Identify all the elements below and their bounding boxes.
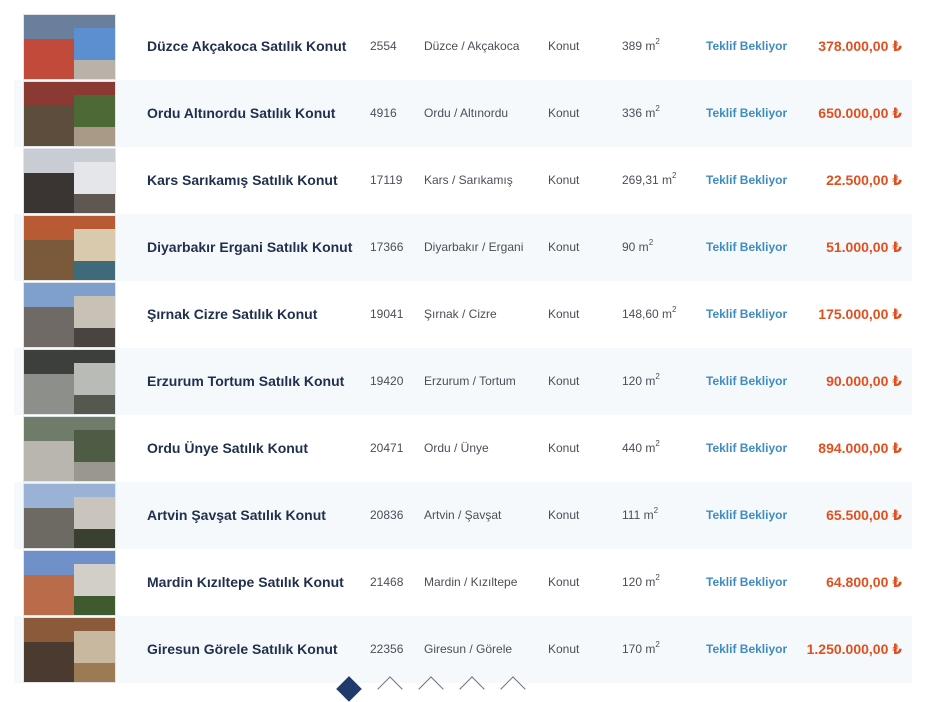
listing-thumbnail[interactable]: [23, 483, 116, 549]
listing-row[interactable]: [14, 80, 912, 147]
listing-location: Giresun / Görele: [424, 642, 513, 656]
listing-id: 20836: [370, 508, 404, 522]
listing-id: 17366: [370, 240, 404, 254]
listing-price: 22.500,00 ₺: [826, 172, 902, 188]
listing-area: [622, 348, 660, 415]
page-dot[interactable]: [418, 676, 443, 701]
listing-thumbnail[interactable]: [23, 81, 116, 147]
listing-title[interactable]: Giresun Görele Satılık Konut: [147, 641, 338, 657]
square-superscript: 2: [655, 573, 660, 582]
listing-price: 175.000,00 ₺: [818, 306, 902, 322]
listing-row[interactable]: [14, 482, 912, 549]
listing-location: Diyarbakır / Ergani: [424, 240, 524, 254]
listing-status[interactable]: Teklif Bekliyor: [706, 173, 788, 187]
listing-area-value: 336 m: [622, 106, 656, 120]
listing-type: Konut: [548, 39, 580, 53]
square-superscript: 2: [672, 305, 677, 314]
square-superscript: 2: [655, 37, 660, 46]
listing-title[interactable]: Artvin Şavşat Satılık Konut: [147, 507, 326, 523]
listing-area-value: 389 m: [622, 39, 656, 53]
listing-status[interactable]: Teklif Bekliyor: [706, 39, 788, 53]
listing-area-value: 120 m: [622, 374, 656, 388]
listing-thumbnail[interactable]: [23, 148, 116, 214]
listing-thumbnail[interactable]: [23, 416, 116, 482]
listing-thumbnail[interactable]: [23, 617, 116, 683]
listing-title[interactable]: Mardin Kızıltepe Satılık Konut: [147, 574, 344, 590]
listing-price: 51.000,00 ₺: [826, 239, 902, 255]
listing-location: Mardin / Kızıltepe: [424, 575, 518, 589]
listing-type: Konut: [548, 374, 580, 388]
listing-area-value: 269,31 m: [622, 173, 673, 187]
listing-status[interactable]: Teklif Bekliyor: [706, 106, 788, 120]
listing-title[interactable]: Ordu Altınordu Satılık Konut: [147, 105, 336, 121]
listing-location: Ordu / Altınordu: [424, 106, 509, 120]
listing-area: [622, 80, 660, 147]
listing-id: 4916: [370, 106, 397, 120]
listing-thumbnail[interactable]: [23, 282, 116, 348]
listing-thumbnail[interactable]: [23, 550, 116, 616]
listing-area: [622, 482, 658, 549]
listing-price: 378.000,00 ₺: [818, 38, 902, 54]
listing-location: Düzce / Akçakoca: [424, 39, 520, 53]
listing-row[interactable]: [14, 281, 912, 348]
listing-id: 20471: [370, 441, 404, 455]
listing-title[interactable]: Şırnak Cizre Satılık Konut: [147, 306, 318, 322]
listing-location: Artvin / Şavşat: [424, 508, 502, 522]
listing-id: 22356: [370, 642, 404, 656]
listing-id: 19420: [370, 374, 404, 388]
listing-area: [622, 13, 660, 80]
square-superscript: 2: [655, 372, 660, 381]
listing-row[interactable]: [14, 616, 912, 683]
square-superscript: 2: [672, 171, 677, 180]
listing-location: Ordu / Ünye: [424, 441, 489, 455]
listing-price: 650.000,00 ₺: [818, 105, 902, 121]
page-dot[interactable]: [377, 676, 402, 701]
listing-row[interactable]: [14, 147, 912, 214]
listing-type: Konut: [548, 307, 580, 321]
listing-type: Konut: [548, 575, 580, 589]
listing-status[interactable]: Teklif Bekliyor: [706, 374, 788, 388]
listing-area: [622, 549, 660, 616]
listing-row[interactable]: [14, 13, 912, 80]
square-superscript: 2: [655, 104, 660, 113]
listing-location: Kars / Sarıkamış: [424, 173, 513, 187]
listing-row[interactable]: [14, 214, 912, 281]
listing-title[interactable]: Diyarbakır Ergani Satılık Konut: [147, 239, 353, 255]
listing-area-value: 170 m: [622, 642, 656, 656]
listing-location: Erzurum / Tortum: [424, 374, 516, 388]
listing-area-value: 148,60 m: [622, 307, 673, 321]
listing-thumbnail[interactable]: [23, 349, 116, 415]
listing-status[interactable]: Teklif Bekliyor: [706, 508, 788, 522]
listing-id: 21468: [370, 575, 404, 589]
listing-price: 64.800,00 ₺: [826, 574, 902, 590]
listing-status[interactable]: Teklif Bekliyor: [706, 642, 788, 656]
listing-status[interactable]: Teklif Bekliyor: [706, 441, 788, 455]
listing-status[interactable]: Teklif Bekliyor: [706, 240, 788, 254]
listing-type: Konut: [548, 106, 580, 120]
listing-id: 17119: [370, 173, 403, 187]
listing-id: 19041: [370, 307, 404, 321]
listing-thumbnail[interactable]: [23, 14, 116, 80]
listing-thumbnail[interactable]: [23, 215, 116, 281]
listing-title[interactable]: Ordu Ünye Satılık Konut: [147, 440, 309, 456]
listing-area: [622, 415, 660, 482]
listing-type: Konut: [548, 240, 580, 254]
listing-status[interactable]: Teklif Bekliyor: [706, 307, 788, 321]
listing-area: [622, 214, 653, 281]
listing-price: 65.500,00 ₺: [826, 507, 902, 523]
listing-row[interactable]: [14, 415, 912, 482]
listing-id: 2554: [370, 39, 397, 53]
listing-area-value: 120 m: [622, 575, 656, 589]
page-dot[interactable]: [500, 676, 525, 701]
listing-area-value: 90 m: [622, 240, 649, 254]
listing-price: 90.000,00 ₺: [826, 373, 902, 389]
square-superscript: 2: [655, 640, 660, 649]
listing-title[interactable]: Erzurum Tortum Satılık Konut: [147, 373, 345, 389]
listing-row[interactable]: [14, 348, 912, 415]
listing-title[interactable]: Düzce Akçakoca Satılık Konut: [147, 38, 347, 54]
listing-type: Konut: [548, 173, 580, 187]
square-superscript: 2: [655, 439, 660, 448]
listing-area-value: 111 m: [622, 508, 654, 522]
listing-type: Konut: [548, 642, 580, 656]
listing-area: [622, 147, 677, 214]
square-superscript: 2: [648, 238, 654, 247]
listing-row[interactable]: [14, 549, 912, 616]
listing-area: [622, 281, 677, 348]
listing-area: [622, 616, 660, 683]
listing-price: 1.250.000,00 ₺: [806, 641, 902, 657]
listing-type: Konut: [548, 441, 580, 455]
listing-status[interactable]: Teklif Bekliyor: [706, 575, 788, 589]
page-dot[interactable]: [459, 676, 484, 701]
listing-title[interactable]: Kars Sarıkamış Satılık Konut: [147, 172, 338, 188]
square-superscript: 2: [653, 506, 659, 515]
listing-area-value: 440 m: [622, 441, 656, 455]
page-dot[interactable]: [336, 676, 361, 701]
listing-price: 894.000,00 ₺: [818, 440, 902, 456]
listing-type: Konut: [548, 508, 580, 522]
listing-location: Şırnak / Cizre: [424, 307, 497, 321]
